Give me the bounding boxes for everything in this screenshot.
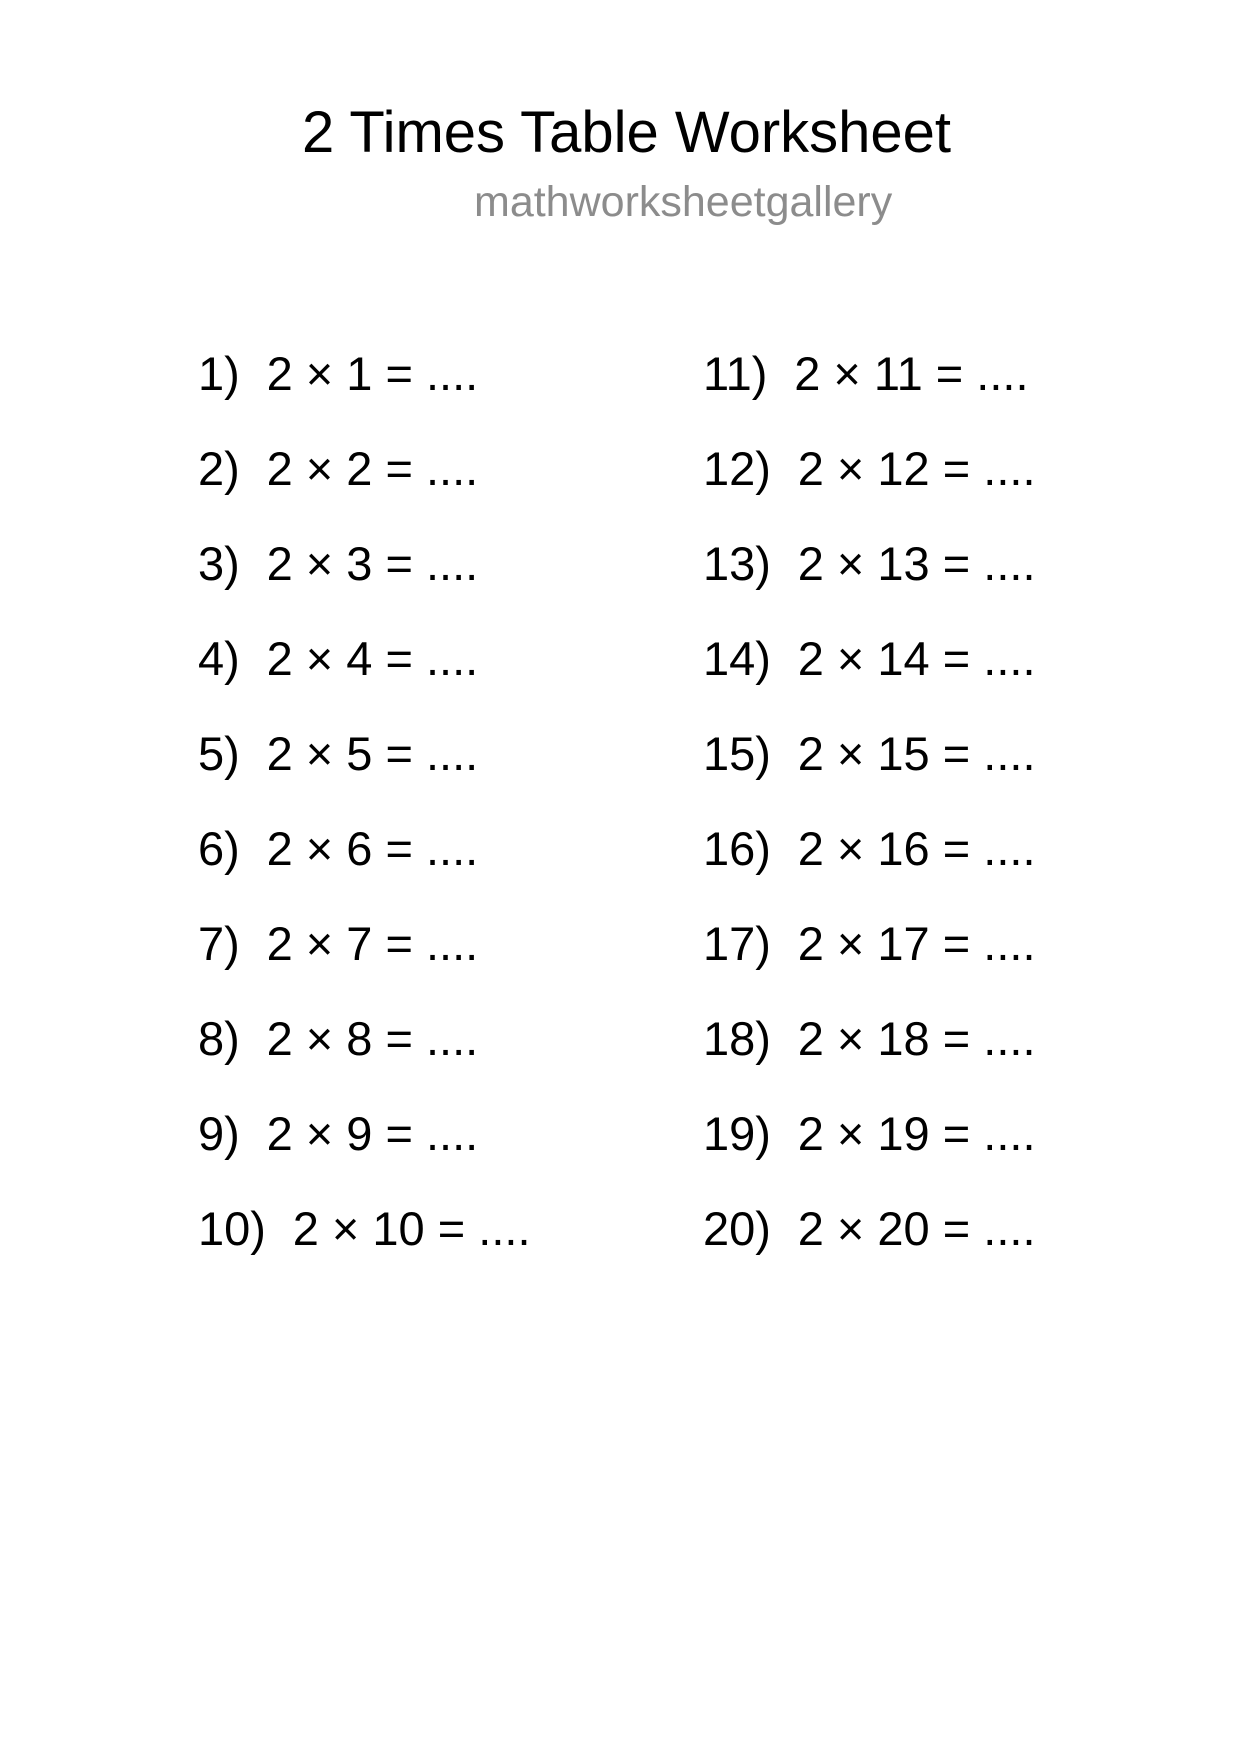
problem-number: 12) xyxy=(703,442,771,495)
problem-expression: 2 × 6 = .... xyxy=(266,822,479,875)
problem-item xyxy=(703,421,1036,516)
problem-number: 17) xyxy=(703,917,771,970)
problem-expression: 2 × 17 = .... xyxy=(797,917,1036,970)
problem-expression: 2 × 4 = .... xyxy=(266,632,479,685)
problem-item xyxy=(703,991,1036,1086)
problem-item xyxy=(198,421,531,516)
problem-item xyxy=(703,611,1036,706)
problem-expression: 2 × 9 = .... xyxy=(266,1107,479,1160)
problem-number: 1) xyxy=(198,347,240,400)
problem-number: 10) xyxy=(198,1202,266,1255)
problem-item xyxy=(703,896,1036,991)
problem-number: 9) xyxy=(198,1107,240,1160)
problem-expression: 2 × 2 = .... xyxy=(266,442,479,495)
problem-item xyxy=(198,801,531,896)
problems-column-left xyxy=(198,326,531,1276)
problem-expression: 2 × 14 = .... xyxy=(797,632,1036,685)
problem-number: 11) xyxy=(703,347,768,400)
problem-item xyxy=(703,706,1036,801)
page-title: 2 Times Table Worksheet xyxy=(302,100,952,165)
problem-number: 7) xyxy=(198,917,240,970)
problem-expression: 2 × 18 = .... xyxy=(797,1012,1036,1065)
problem-item xyxy=(198,1086,531,1181)
problem-expression: 2 × 5 = .... xyxy=(266,727,479,780)
problem-number: 15) xyxy=(703,727,771,780)
problem-number: 8) xyxy=(198,1012,240,1065)
problem-item xyxy=(198,1181,531,1276)
problem-item xyxy=(198,991,531,1086)
problem-item xyxy=(703,1181,1036,1276)
problems-column-right xyxy=(703,326,1036,1276)
problem-item xyxy=(198,326,531,421)
problem-number: 16) xyxy=(703,822,771,875)
problem-number: 19) xyxy=(703,1107,771,1160)
problem-number: 13) xyxy=(703,537,771,590)
problem-expression: 2 × 1 = .... xyxy=(266,347,479,400)
problem-number: 14) xyxy=(703,632,771,685)
problem-number: 20) xyxy=(703,1202,771,1255)
problem-item xyxy=(198,516,531,611)
problem-item xyxy=(703,516,1036,611)
problem-number: 3) xyxy=(198,537,240,590)
problem-expression: 2 × 12 = .... xyxy=(797,442,1036,495)
problem-expression: 2 × 20 = .... xyxy=(797,1202,1036,1255)
problem-number: 5) xyxy=(198,727,240,780)
problem-expression: 2 × 19 = .... xyxy=(797,1107,1036,1160)
problem-item xyxy=(198,706,531,801)
problem-expression: 2 × 7 = .... xyxy=(266,917,479,970)
problem-number: 18) xyxy=(703,1012,771,1065)
problem-expression: 2 × 16 = .... xyxy=(797,822,1036,875)
problem-number: 6) xyxy=(198,822,240,875)
problem-item xyxy=(198,611,531,706)
problem-expression: 2 × 15 = .... xyxy=(797,727,1036,780)
problem-expression: 2 × 3 = .... xyxy=(266,537,479,590)
problem-expression: 2 × 10 = .... xyxy=(292,1202,531,1255)
problem-item xyxy=(198,896,531,991)
problem-expression: 2 × 13 = .... xyxy=(797,537,1036,590)
problem-number: 4) xyxy=(198,632,240,685)
problem-item xyxy=(703,801,1036,896)
problem-item xyxy=(703,1086,1036,1181)
problem-number: 2) xyxy=(198,442,240,495)
page-subtitle: mathworksheetgallery xyxy=(474,178,893,226)
problem-item xyxy=(703,326,1036,421)
problem-expression: 2 × 8 = .... xyxy=(266,1012,479,1065)
problem-expression: 2 × 11 = .... xyxy=(794,347,1029,400)
